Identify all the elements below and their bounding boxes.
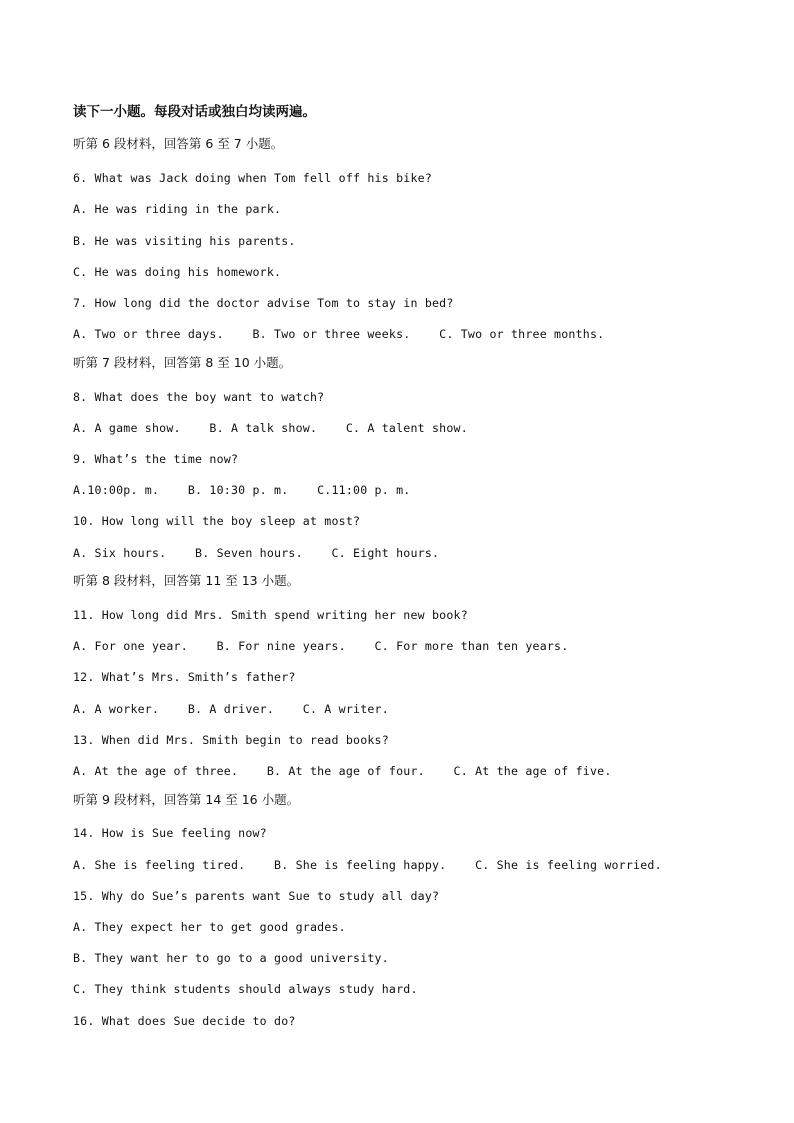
question-7: 7. How long did the doctor advise Tom to stay in bed? xyxy=(73,296,454,310)
question-16: 16. What does Sue decide to do? xyxy=(73,1014,296,1028)
question-15: 15. Why do Sue’s parents want Sue to study all day? xyxy=(73,889,440,903)
question-13: 13. When did Mrs. Smith begin to read books? xyxy=(73,733,389,747)
section-6-heading: 听第 6 段材料，回答第 6 至 7 小题。 xyxy=(73,136,284,151)
question-15-option-b: B. They want her to go to a good university. xyxy=(73,951,389,965)
section-7-heading: 听第 7 段材料，回答第 8 至 10 小题。 xyxy=(73,355,292,370)
question-12: 12. What’s Mrs. Smith’s father? xyxy=(73,670,296,684)
question-8: 8. What does the boy want to watch? xyxy=(73,390,325,404)
question-12-options: A. A worker. B. A driver. C. A writer. xyxy=(73,702,389,716)
question-11-options: A. For one year. B. For nine years. C. For more than ten years. xyxy=(73,639,569,653)
question-9-options: A.10:00p. m. B. 10:30 p. m. C.11:00 p. m. xyxy=(73,483,411,497)
question-7-options: A. Two or three days. B. Two or three weeks. C. Two or three months. xyxy=(73,327,605,341)
question-13-options: A. At the age of three. B. At the age of four. C. At the age of five. xyxy=(73,764,612,778)
question-10-options: A. Six hours. B. Seven hours. C. Eight hours. xyxy=(73,546,440,560)
question-6: 6. What was Jack doing when Tom fell off his bike? xyxy=(73,171,433,185)
question-6-option-c: C. He was doing his homework. xyxy=(73,265,282,279)
question-6-option-b: B. He was visiting his parents. xyxy=(73,234,296,248)
question-10: 10. How long will the boy sleep at most? xyxy=(73,514,361,528)
question-9: 9. What’s the time now? xyxy=(73,452,239,466)
question-11: 11. How long did Mrs. Smith spend writing her new book? xyxy=(73,608,468,622)
question-8-options: A. A game show. B. A talk show. C. A talent show. xyxy=(73,421,468,435)
section-9-heading: 听第 9 段材料，回答第 14 至 16 小题。 xyxy=(73,792,300,807)
question-15-option-c: C. They think students should always study hard. xyxy=(73,982,418,996)
question-6-option-a: A. He was riding in the park. xyxy=(73,202,282,216)
instruction-heading: 读下一小题。每段对话或独白均读两遍。 xyxy=(73,104,316,120)
question-14-options: A. She is feeling tired. B. She is feeling happy. C. She is feeling worried. xyxy=(73,858,662,872)
question-14: 14. How is Sue feeling now? xyxy=(73,826,267,840)
section-8-heading: 听第 8 段材料，回答第 11 至 13 小题。 xyxy=(73,573,300,588)
question-15-option-a: A. They expect her to get good grades. xyxy=(73,920,346,934)
